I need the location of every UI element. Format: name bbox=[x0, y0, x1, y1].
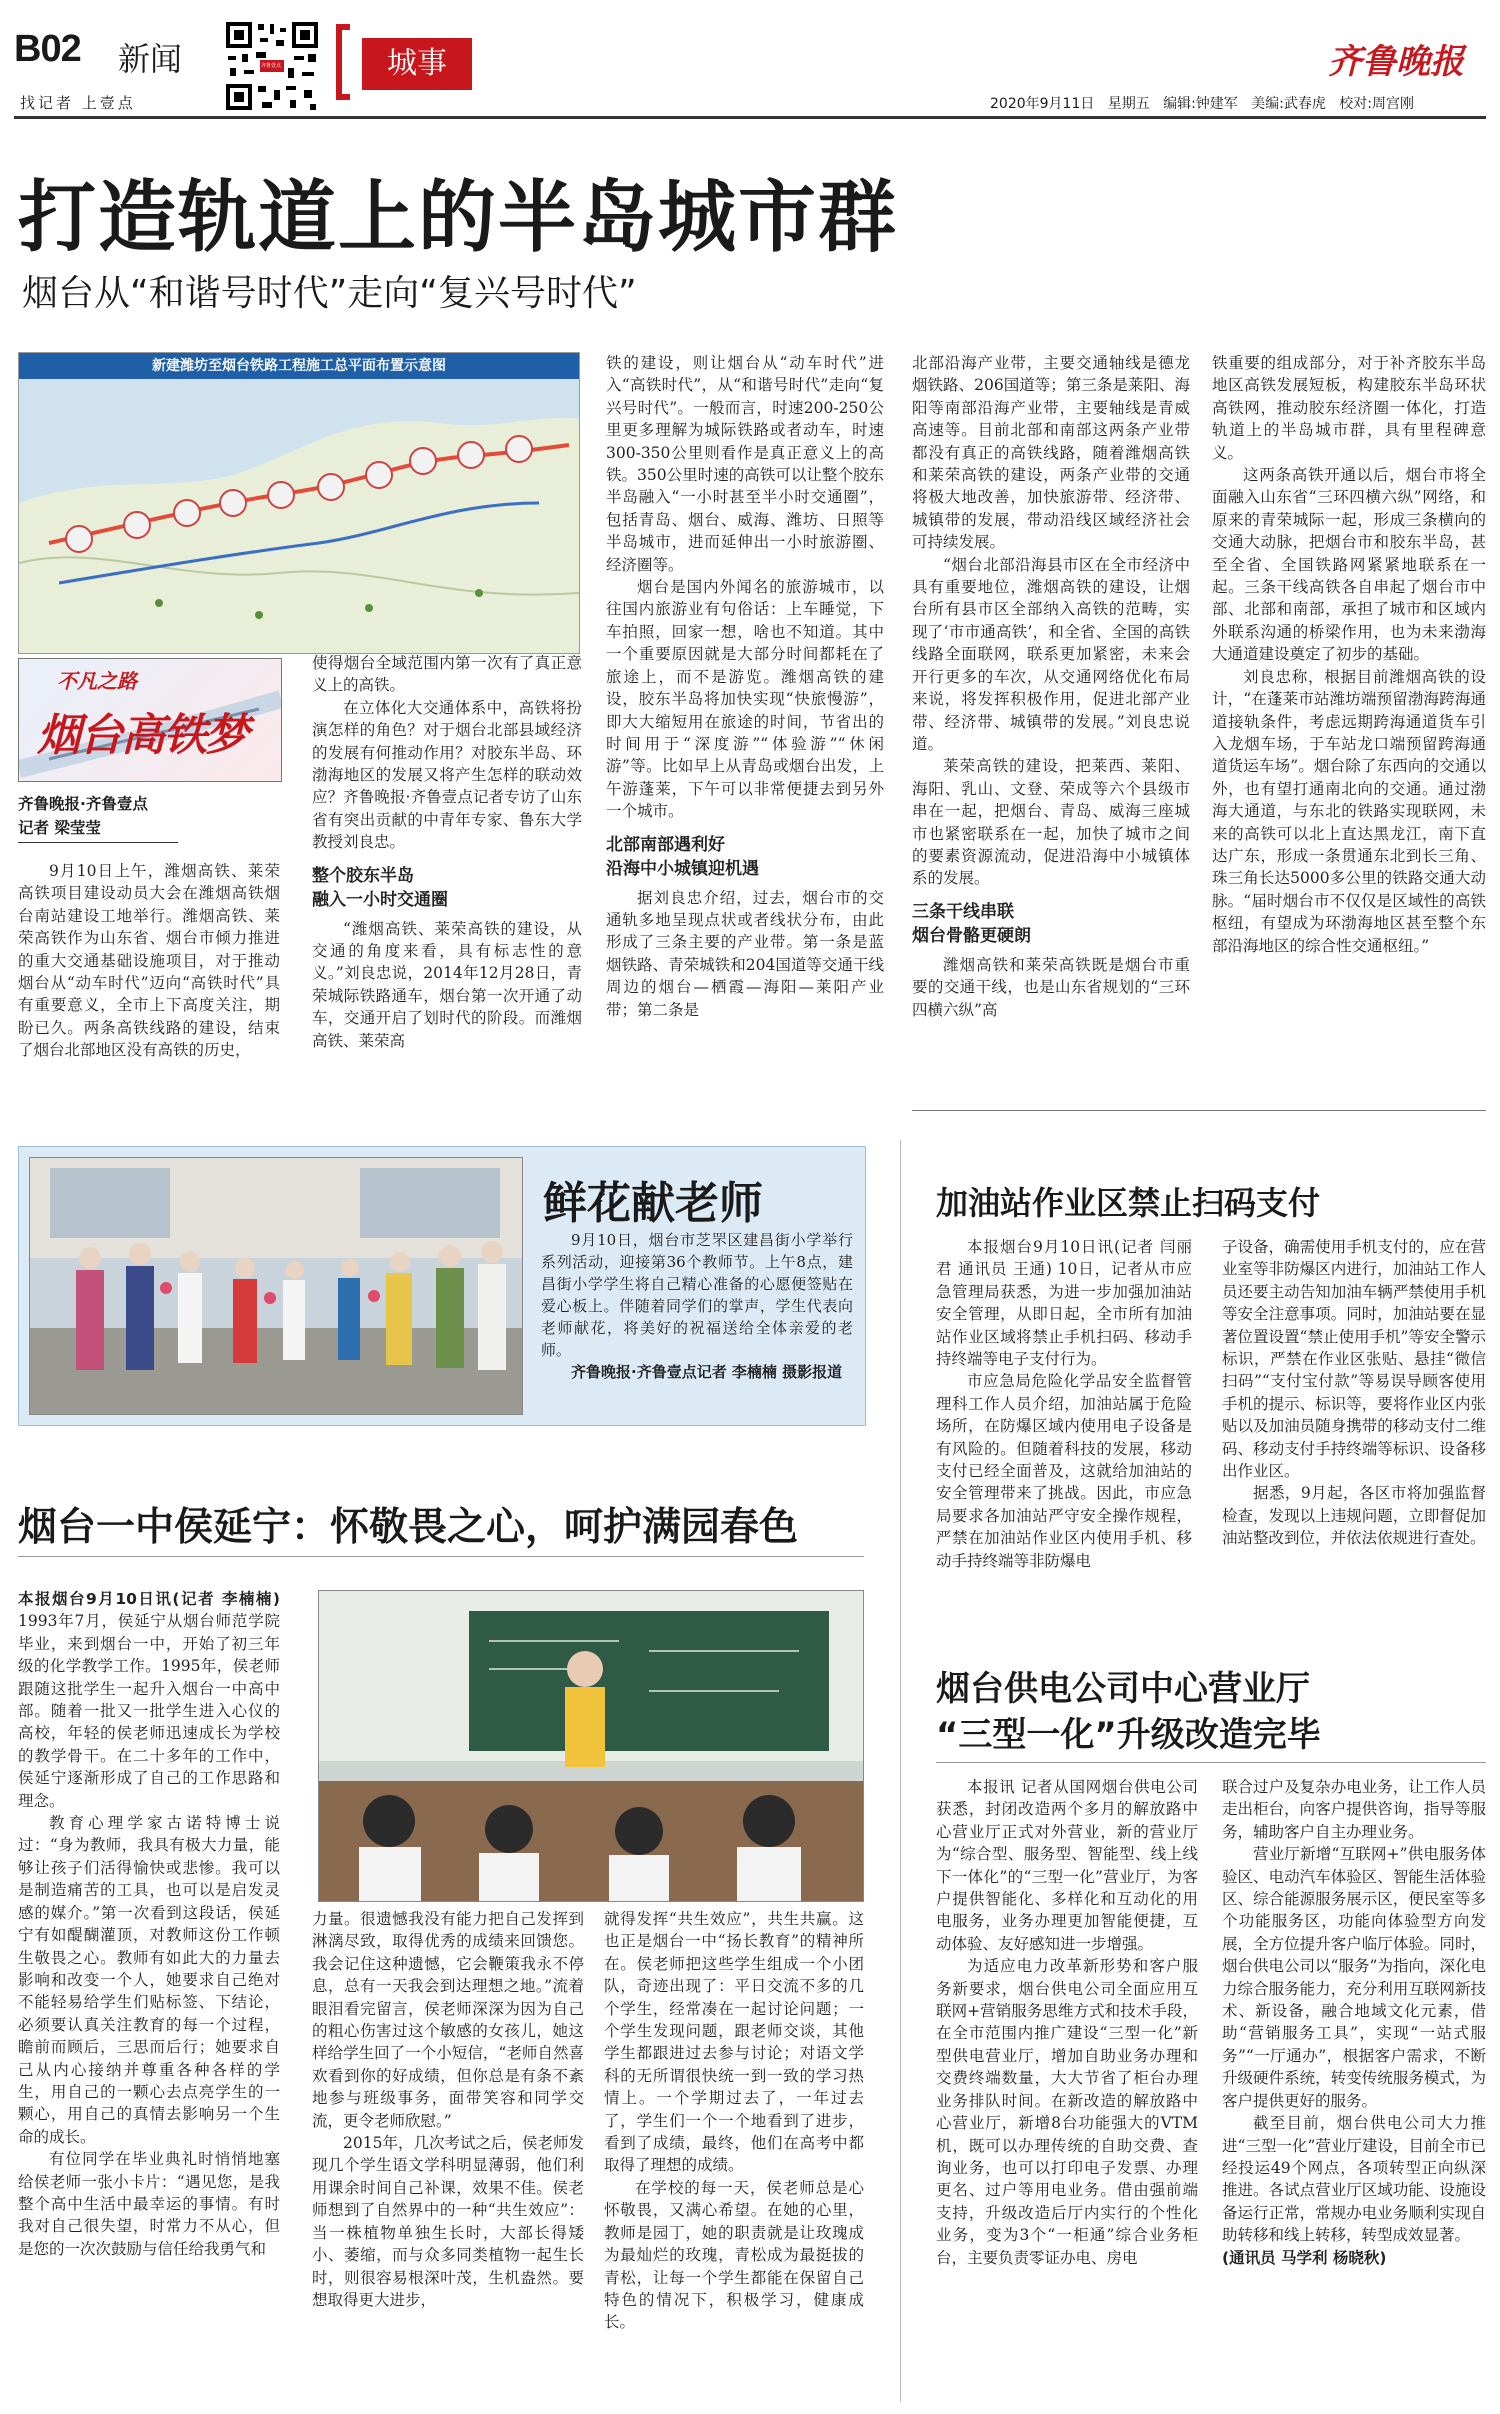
dateline bbox=[990, 93, 1414, 113]
power-col-2 bbox=[1222, 1776, 1486, 2402]
paragraph: 本报讯 记者从国网烟台供电公司获悉，封闭改造两个多月的解放路中心营业厅正式对外营业，新的营业厅为“综合型、服务型、智能型、线上线下一体化”的“三型一化”营业厅，为客户提供智能化、多样化和互动化的用电服务，业务办理更加智能便捷，互动体验、友好感知进一步增强。 bbox=[936, 1778, 1198, 1953]
subheading-line: 北部南部遇利好 bbox=[606, 834, 725, 855]
subheading-line: 沿海中小城镇迎机遇 bbox=[606, 858, 759, 879]
railway-map bbox=[18, 352, 580, 654]
lead-col-1 bbox=[18, 860, 280, 1100]
paragraph: 有位同学在毕业典礼时悄悄地塞给侯老师一张小卡片：“遇见您，是我整个高中生活中最幸运的事情。有时我对自己很失望，时常力不从心，但是您的一次次鼓励与信任给我勇气和 bbox=[18, 2150, 280, 2258]
teacher-top-rule bbox=[18, 1556, 864, 1557]
paragraph: 烟台是国内外闻名的旅游城市，以往国内旅游业有句俗话：上车睡觉，下车拍照，回家一想，啥也不知道。其中一个重要原因就是大部分时间都耗在了旅途上，而不是游览。潍烟高铁的建设，胶东半岛将加快实现“快旅慢游”，即大大缩短用在旅途的时间，节省出的时间用于“深度游”“体验游”“休闲游”等。比如早上从青岛或烟台出发，上午游蓬莱，下午可以非常便捷去到另外一个城市。 bbox=[606, 578, 884, 821]
designer: 美编:武春虎 bbox=[1251, 96, 1326, 112]
lead-col-4 bbox=[912, 352, 1190, 1100]
slogan: 找记者 上壹点 bbox=[20, 94, 136, 112]
paragraph: 铁的建设，则让烟台从“动车时代”进入“高铁时代”，从“和谐号时代”走向“复兴号时代”。一般而言，时速200-250公里更多理解为城际铁路或者动车，时速300-350公里则看作是真正意义上的高铁。350公里时速的高铁可以让整个胶东半岛融入“一小时甚至半小时交通圈”，包括青岛、烟台、威海、潍坊、日照等半岛城市，进而延伸出一小时旅游圈、经济圈等。 bbox=[606, 354, 884, 574]
date: 2020年9月11日 bbox=[990, 96, 1095, 112]
masthead-rule bbox=[14, 116, 1486, 119]
column-tag bbox=[336, 24, 492, 100]
promo-big: 烟台高铁梦 bbox=[37, 710, 247, 761]
lead-col-2 bbox=[312, 652, 582, 1100]
lead-headline: 打造轨道上的半岛城市群 bbox=[18, 173, 899, 263]
teacher-col-2 bbox=[312, 1908, 584, 2402]
paragraph: 联合过户及复杂办电业务，让工作人员走出柜台，向客户提供咨询，指导等服务，辅助客户自主办理业务。 bbox=[1222, 1778, 1486, 1841]
subheading-line: 三条干线串联 bbox=[912, 901, 1014, 922]
teacher-photo bbox=[318, 1590, 864, 1902]
paragraph: 刘良忠称，根据目前潍烟高铁的设计，“在蓬莱市站潍坊端预留渤海跨海通道接轨条件，考虑远期跨海通道货车引入龙烟车场，于车站龙口端预留跨海通道货运车场”。烟台除了东西向的交通以外，也有望打通南北向的交通。通过渤海大通道，与东北的铁路实现联网，未来的高铁可以北上直达黑龙江，南下直达广东，形成一条贯通东北到长三角、珠三角长达5000多公里的铁路交通大动脉。“届时烟台市不仅仅是区域性的高铁枢纽，有望成为环渤海地区甚至整个东部沿海地区的综合性交通枢纽。” bbox=[1212, 667, 1486, 955]
paragraph: 在学校的每一天，侯老师总是心怀敬畏，又满心希望。在她的心里，教师是园丁，她的职责就是让玫瑰成为最灿烂的玫瑰，青松成为最挺拔的青松，让每一个学生都能在保留自己特色的情况下，积极学习，健康成长。 bbox=[604, 2178, 864, 2332]
teacher-col-3 bbox=[604, 1908, 864, 2402]
scan-headline: 加油站作业区禁止扫码支付 bbox=[936, 1184, 1321, 1222]
flower-photo bbox=[29, 1157, 523, 1415]
paragraph: 据悉，9月起，各区市将加强监督检查，发现以上违规问题，立即督促加油站整改到位，并依法依规进行查处。 bbox=[1222, 1484, 1486, 1548]
lead-col-3 bbox=[606, 352, 884, 1100]
paragraph: 就得发挥“共生效应”，共生共赢。这也正是烟台一中“扬长教育”的精神所在。侯老师把这些学生组成一个小团队，奇迹出现了：平日交流不多的几个学生，经常凑在一起讨论问题；一个学生发现问题，跟老师交谈，其他学生都跟进过去参与讨论；对语文学科的无所谓很快统一到一致的学习热情上。一个学期过去了，一年过去了，学生们一个一个地看到了进步，看到了成绩，最终，他们在高考中都取得了理想的成绩。 bbox=[604, 1910, 864, 2175]
paragraph: 市应急局危险化学品安全监督管理科工作人员介绍，加油站属于危险场所，在防爆区域内使用电子设备是有风险的。但随着科技的发展，移动支付已经全面普及，这就给加油站的安全管理带来了挑战。因此，市应急局要求各加油站严守安全操作规程，严禁在加油站作业区内使用手机、移动手持终端等非防爆电 bbox=[936, 1372, 1192, 1570]
paragraph: 这两条高铁开通以后，烟台市将全面融入山东省“三环四横六纵”网络，和原来的青荣城际一起，形成三条横向的交通大动脉，把烟台市和胶东半岛，甚至全省、全国铁路网紧紧地联系在一起。三条干线高铁各自串起了烟台市中部、北部和南部，承担了城市和区域内外联系沟通的桥梁作用，也为未来渤海大通道建设奠定了初步的基础。 bbox=[1212, 466, 1486, 664]
paragraph: 据刘良忠介绍，过去，烟台市的交通轨多地呈现点状或者线状分布，由此形成了三条主要的产业带。第一条是蓝烟铁路、青荣城铁和204国道等交通干线周边的烟台—栖霞—海阳—莱阳产业带；第二条是 bbox=[606, 888, 884, 1019]
railway-map-title: 新建潍坊至烟台铁路工程施工总平面布置示意图 bbox=[152, 358, 446, 374]
paragraph: 莱荣高铁的建设，把莱西、莱阳、海阳、乳山、文登、荣成等六个县级市串在一起，把烟台、青岛、威海三座城市也紧密联系在一起，加快了城市之间的要素资源流动，促进沿海中小城镇体系的发展。 bbox=[912, 757, 1190, 888]
flower-headline: 鲜花献老师 bbox=[543, 1178, 763, 1229]
subheading-line: 融入一小时交通圈 bbox=[312, 889, 448, 910]
series-promo-banner bbox=[18, 658, 282, 782]
scan-col-2 bbox=[1222, 1236, 1486, 1646]
power-headline bbox=[936, 1666, 1321, 1758]
lead-subheading-1 bbox=[312, 864, 582, 912]
lead-byline-reporter: 记者 梁莹莹 bbox=[18, 819, 101, 837]
flower-feature bbox=[18, 1146, 866, 1426]
qr-code-icon[interactable] bbox=[224, 20, 320, 112]
lead-subheading-3 bbox=[912, 900, 1190, 948]
paragraph: “潍烟高铁、莱荣高铁的建设，从交通的角度来看，具有标志性的意义。”刘良忠说，2014年12月28日，青荣城际铁路通车，烟台第一次开通了动车，交通开启了划时代的阶段。而潍烟高铁、莱荣高 bbox=[312, 919, 582, 1050]
teacher-headline: 烟台一中侯延宁：怀敬畏之心，呵护满园春色 bbox=[18, 1505, 799, 1550]
vertical-column-rule bbox=[900, 1140, 901, 2402]
paragraph bbox=[18, 1588, 280, 1812]
paragraph: 北部沿海产业带，主要交通轴线是德龙烟铁路、206国道等；第三条是莱阳、海阳等南部沿海产业带，主要轴线是青威高速等。目前北部和南部这两条产业带都没有真正的高铁线路，随着潍烟高铁和莱荣高铁的建设，两条产业带的交通将极大地改善，加快旅游带、经济带、城镇带的发展，带动沿线区域经济社会可持续发展。 bbox=[912, 354, 1190, 552]
lead-subhead: 烟台从“和谐号时代”走向“复兴号时代” bbox=[22, 273, 637, 314]
paragraph: 为适应电力改革新形势和客户服务新要求，烟台供电公司全面应用互联网+营销服务思维方式和技术手段，在全市范围内推广建设“三型一化”新型供电营业厅，增加自助业务办理和交费终端数量，大大节省了柜台办理业务排队时间。在新改造的解放路中心营业厅，新增8台功能强大的VTM机，既可以办理传统的自助交费、查询业务，也可以打印电子发票、办理更名、过户等用电业务。借由强前端支持，升级改造后厅内实行的个性化业务，变为3个“一柜通”综合业务柜台，主要负责零证办电、房电 bbox=[936, 1957, 1198, 2267]
power-top-rule bbox=[936, 1762, 1486, 1763]
teacher-col-1 bbox=[18, 1588, 280, 2400]
section-divider bbox=[912, 1110, 1486, 1111]
editor: 编辑:钟建军 bbox=[1163, 96, 1238, 112]
power-headline-line-1: 烟台供电公司中心营业厅 bbox=[936, 1669, 1310, 1709]
weekday: 星期五 bbox=[1107, 96, 1150, 112]
teacher-dateline: 本报烟台9月10日讯(记者 李楠楠) bbox=[18, 1590, 280, 1608]
byline-rule bbox=[18, 842, 178, 843]
paragraph: 力量。很遗憾我没有能力把自己发挥到淋漓尽致，取得优秀的成绩来回馈您。我会记住这种遗憾，它会鞭策我永不停息，总有一天我会到达理想之地。”流着眼泪看完留言，侯老师深深为因为自己的粗心伤害过这个敏感的女孩儿，她这样给学生回了一个小短信，“老师自然喜欢看到你的好成绩，但你总是有条不紊地参与班级事务，面带笑容和同学交流，更令老师欣慰。” bbox=[312, 1910, 584, 2130]
lead-subheading-2 bbox=[606, 833, 884, 881]
qr-label: 齐鲁壹点 bbox=[261, 63, 282, 69]
paragraph: 使得烟台全域范围内第一次有了真正意义上的高铁。 bbox=[312, 654, 582, 695]
scan-col-1 bbox=[936, 1236, 1192, 1646]
section-name: 新闻 bbox=[118, 40, 183, 78]
promo-small: 不凡之路 bbox=[57, 669, 137, 693]
column-tag-label: 城事 bbox=[362, 38, 472, 90]
paragraph: 在立体化大交通体系中，高铁将扮演怎样的角色？对于烟台北部县域经济的发展有何推动作用？对胶东半岛、环渤海地区的发展又将产生怎样的联动效应？齐鲁晚报·齐鲁壹点记者专访了山东省有突出贡献的中青年专家、鲁东大学教授刘良忠。 bbox=[312, 698, 582, 852]
flower-caption bbox=[541, 1229, 853, 1409]
paragraph: 9月10日，烟台市芝罘区建昌街小学举行系列活动，迎接第36个教师节。上午8点，建昌街小学学生将自己精心准备的心愿便签贴在爱心板上。伴随着同学们的掌声，学生代表向老师献花，将美好的祝福送给全体亲爱的老师。 bbox=[541, 1231, 853, 1359]
brand-logo: 齐鲁晚报 bbox=[1328, 42, 1464, 82]
paragraph: 子设备，确需使用手机支付的，应在营业室等非防爆区内进行，加油站工作人员还要主动告知加油车辆严禁使用手机等安全注意事项。同时，加油站要在显著位置设置“禁止使用手机”等安全警示标识，严禁在作业区张贴、悬挂“微信扫码”“支付宝付款”等易误导顾客使用手机的提示、标识等，要将作业区内张贴以及加油员随身携带的移动支付二维码、移动支付手持终端等标识、设备移出作业区。 bbox=[1222, 1238, 1486, 1481]
paragraph: 教育心理学家古诺特博士说过：“身为教师，我具有极大力量，能够让孩子们活得愉快或悲惨。我可以是制造痛苦的工具，也可以是启发灵感的媒介。”第一次看到这段话，侯延宁有如醍醐灌顶，对教师这份工作顿生敬畏之心。教师有如此大的力量去影响和改变一个人，她要求自己绝对不能轻易给学生们贴标签、下结论，必须要认真关注教育的每一个过程，瞻前而顾后，三思而后行；她要求自己从内心接纳并尊重各种各样的学生，用自己的一颗心去点亮学生的一颗心，用自己的真情去影响另一个生命的成长。 bbox=[18, 1814, 280, 2146]
proofreader: 校对:周宫刚 bbox=[1339, 96, 1414, 112]
lead-byline-org: 齐鲁晚报·齐鲁壹点 bbox=[18, 795, 148, 813]
photo-credit: 齐鲁晚报·齐鲁壹点记者 李楠楠 摄影报道 bbox=[571, 1363, 843, 1381]
lead-col-5 bbox=[1212, 352, 1486, 1100]
paragraph: “烟台北部沿海县市区在全市经济中具有重要地位，潍烟高铁的建设，让烟台所有县市区全部纳入高铁的范畴，实现了‘市市通高铁’，和全省、全国的高铁线路全面联网，联系更加紧密，未来会开行更多的车次，从交通网络优化布局来说，将发挥积极作用，促进北部产业带、经济带、城镇带的发展。”刘良忠说道。 bbox=[912, 555, 1190, 753]
page-code: B02 bbox=[14, 28, 81, 70]
paragraph: 9月10日上午，潍烟高铁、莱荣高铁项目建设动员大会在潍烟高铁烟台南站建设工地举行。潍烟高铁、莱荣高铁作为山东省、烟台市倾力推进的重大交通基础设施项目，对于推动烟台从“动车时代”迈向“高铁时代”具有重要意义，全市上下高度关注，期盼已久。两条高铁线路的建设，结束了烟台北部地区没有高铁的历史， bbox=[18, 862, 280, 1060]
subheading-line: 整个胶东半岛 bbox=[312, 865, 414, 886]
paragraph: 2015年，几次考试之后，侯老师发现几个学生语文学科明显薄弱，他们利用课余时间自己补课，效果不佳。侯老师想到了自然界中的一种“共生效应”：当一株植物单独生长时，大部长得矮小、萎缩，而与众多同类植物一起生长时，则很容易根深叶茂，生机盎然。要想取得更大进步， bbox=[312, 2134, 584, 2309]
teacher-lead-text: 1993年7月，侯延宁从烟台师范学院毕业，来到烟台一中，开始了初三年级的化学教学工作。1995年，侯老师跟随这批学生一起升入烟台一中高中部。随着一批又一批学生进入心仪的高校，年轻的侯老师迅速成长为学校的教学骨干。在二十多年的工作中，侯延宁逐渐形成了自己的工作思路和理念。 bbox=[18, 1612, 280, 1810]
paragraph: 潍烟高铁和莱荣高铁既是烟台市重要的交通干线，也是山东省规划的“三环四横六纵”高 bbox=[912, 955, 1190, 1019]
power-headline-line-2: “三型一化”升级改造完毕 bbox=[936, 1715, 1321, 1755]
paragraph: 截至目前，烟台供电公司大力推进“三型一化”营业厅建设，目前全市已经投运49个网点，各项转型正向纵深推进。各试点营业厅区域功能、设施设备运行正常，常规办电业务顺利实现自助转移和线上转移，转型成效显著。 bbox=[1222, 2114, 1486, 2245]
paragraph: 营业厅新增“互联网+”供电服务体验区、电动汽车体验区、智能生活体验区、综合能源服务展示区，便民室等多个功能服务区，功能向体验型方向发展，全方位提升客户临厅体验。同时，烟台供电公司以“服务”为指向，深化电力综合服务能力，充分利用互联网新技术、新设备，融合地域文化元素，借助“营销服务工具”，实现“一站式服务”“一厅通办”，根据客户需求，不断升级硬件系统，转变传统服务模式，为客户提供更好的服务。 bbox=[1222, 1845, 1486, 2110]
paragraph: 铁重要的组成部分，对于补齐胶东半岛地区高铁发展短板，构建胶东半岛环状高铁网，推动胶东经济圈一体化，打造轨道上的半岛城市群，具有里程碑意义。 bbox=[1212, 354, 1486, 462]
subheading-line: 烟台骨骼更硬朗 bbox=[912, 925, 1031, 946]
power-credit: (通讯员 马学利 杨晓秋) bbox=[1222, 2248, 1387, 2267]
scan-dateline: 本报烟台9月10日讯(记者 闫丽君 通讯员 王通) 10日，记者从市应急管理局获悉，为进一步加强加油站安全管理，从即日起，全市所有加油站作业区域将禁止手机扫码、移动手持终端等电子支付行为。 bbox=[936, 1238, 1192, 1369]
power-col-1 bbox=[936, 1776, 1198, 2402]
